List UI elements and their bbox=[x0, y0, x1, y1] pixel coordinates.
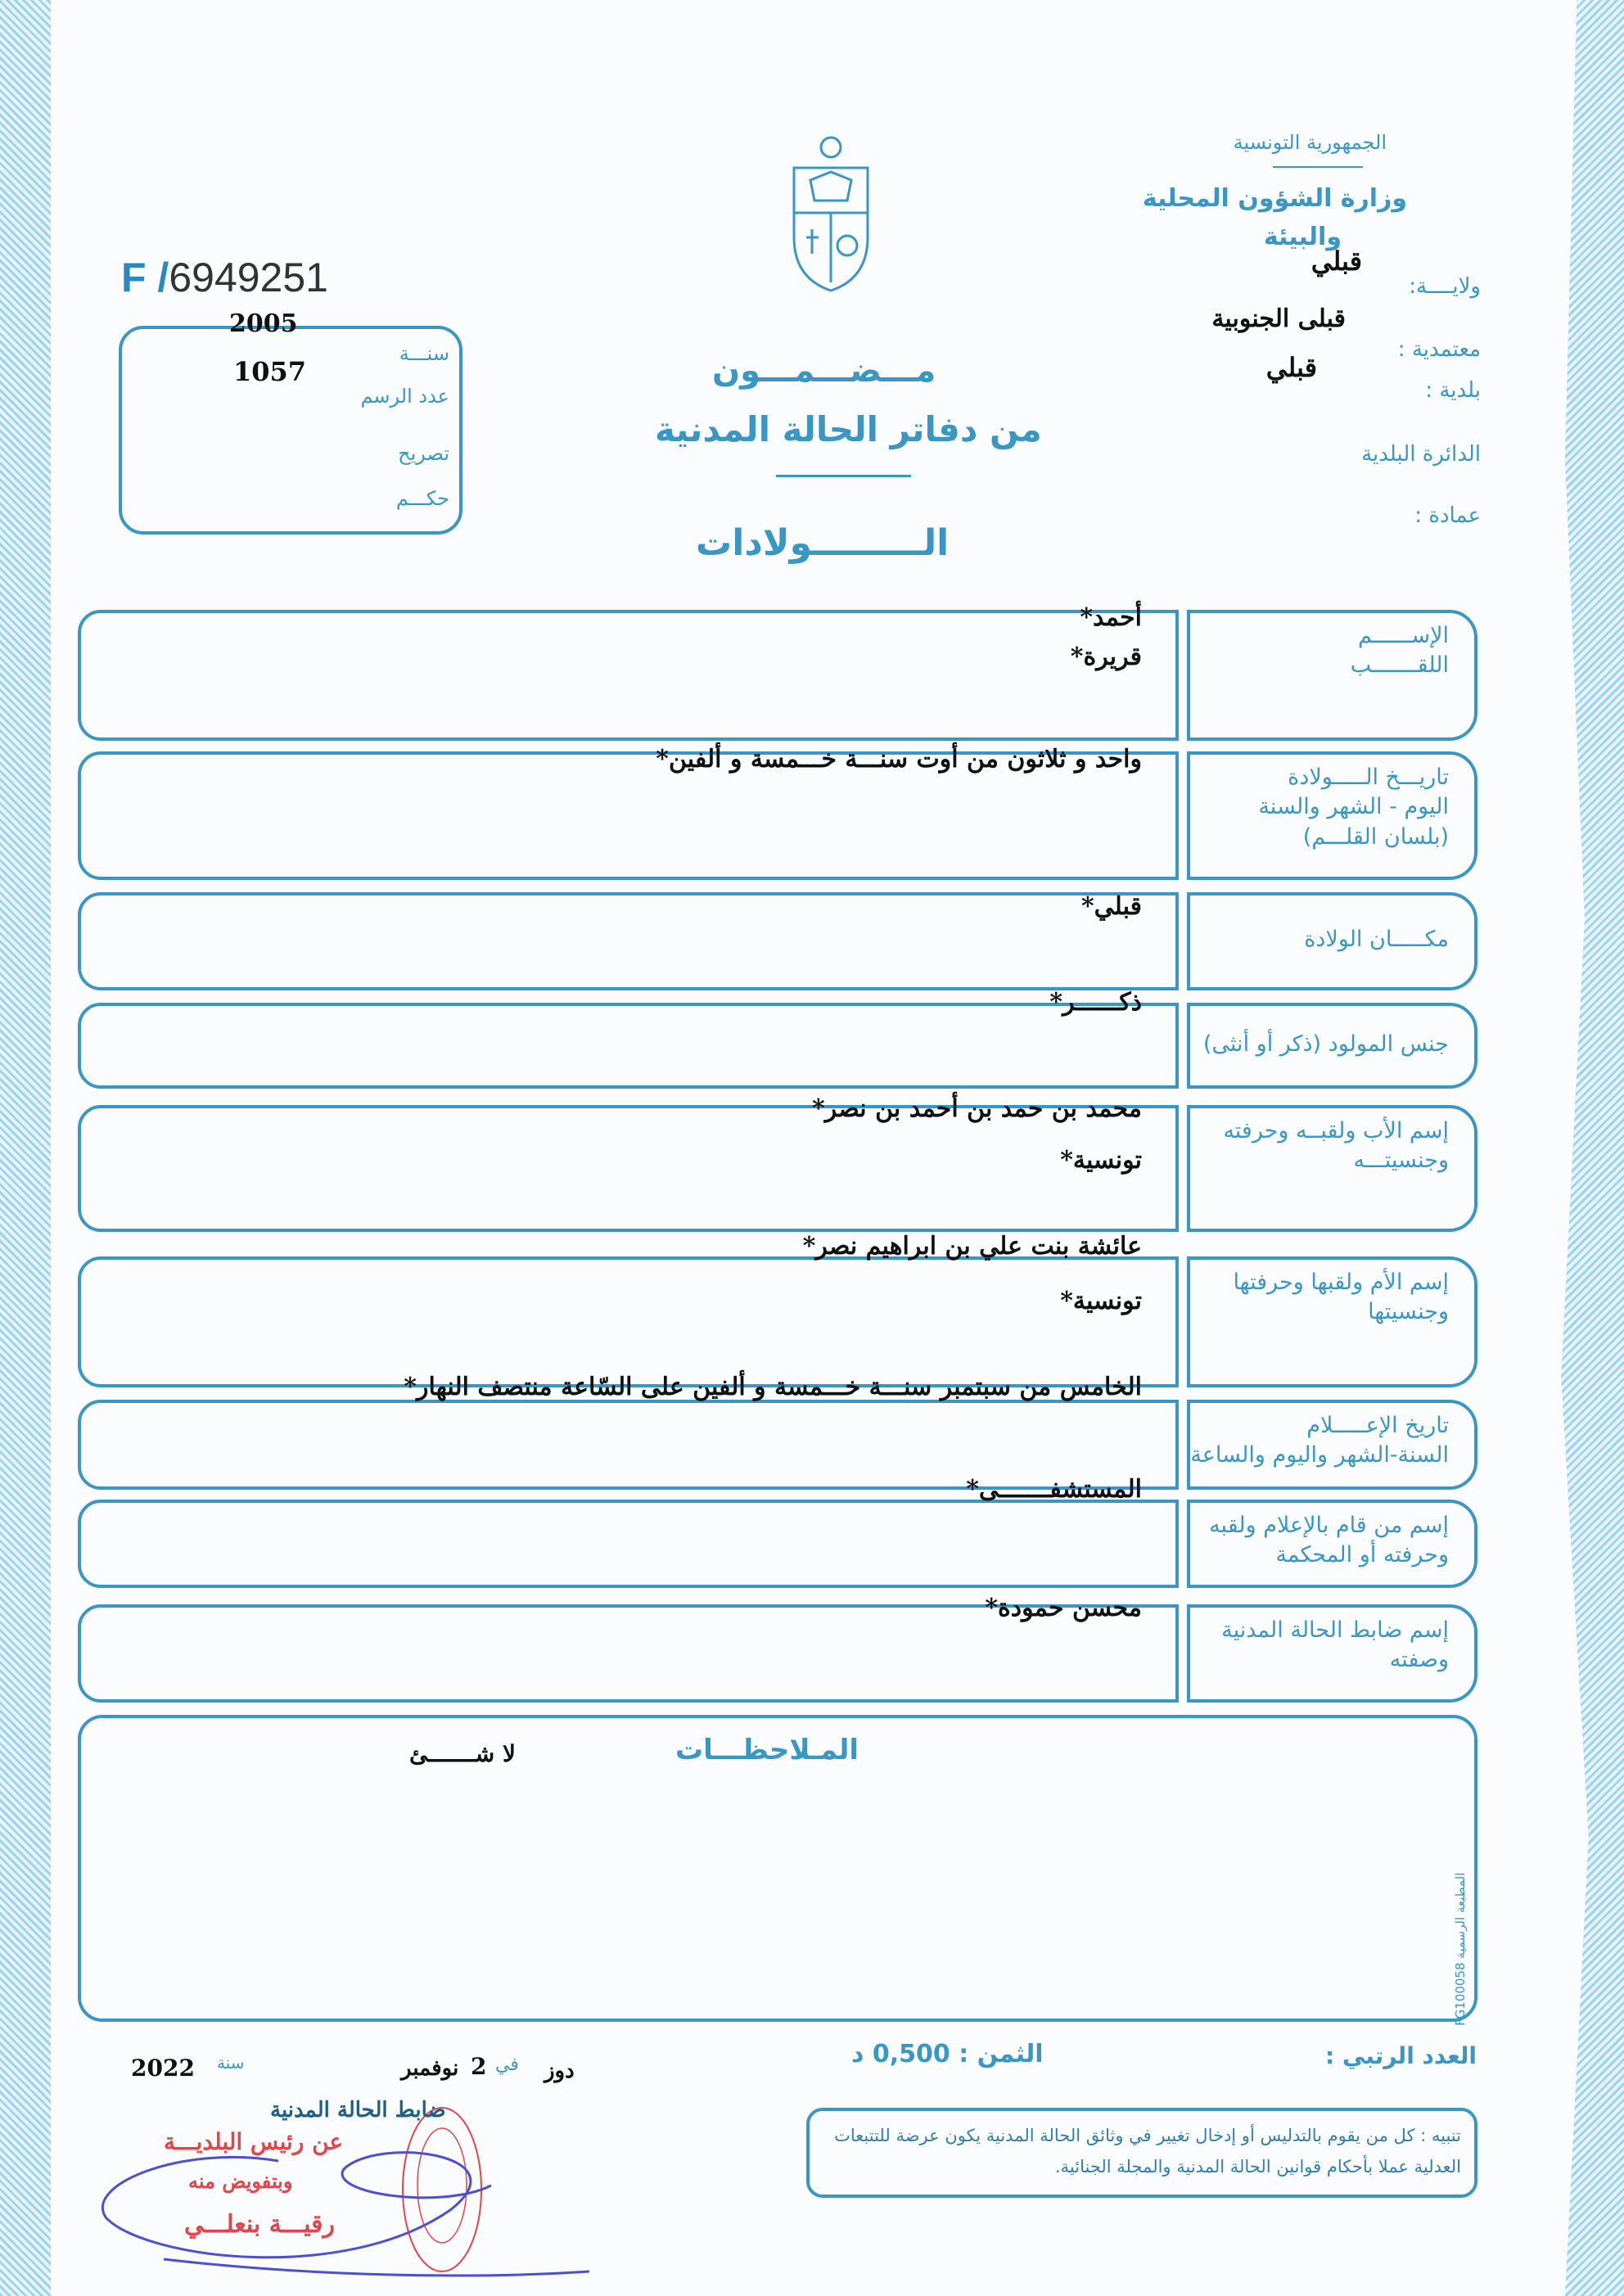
remarks-value: لا شـــــــئ bbox=[409, 1740, 516, 1767]
value-cell bbox=[78, 1256, 1179, 1387]
record-number-value: 1057 bbox=[233, 356, 307, 387]
field-value: محمد بن حمد بن أحمد بن نصر* bbox=[812, 1094, 1142, 1123]
field-label-line: وجنسيتها bbox=[1368, 1299, 1449, 1325]
municipality-value: قبلي bbox=[1265, 352, 1317, 383]
field-label-line: وجنسيتـــه bbox=[1353, 1148, 1449, 1174]
issue-month: نوفمبر bbox=[401, 2056, 459, 2081]
field-value: المستشفـــــــى* bbox=[966, 1475, 1142, 1504]
divider bbox=[1273, 166, 1363, 168]
republic-label: الجمهورية التونسية bbox=[1233, 131, 1387, 154]
field-label-line: اللقـــــــب bbox=[1350, 652, 1449, 679]
stamp-line-2: وبتفويض منه bbox=[188, 2169, 293, 2193]
guilloche-border-left bbox=[0, 0, 51, 2296]
field-label-line: السنة-الشهر واليوم والساعة bbox=[1190, 1442, 1449, 1468]
field-value: واحد و ثلاثون من أوت سنـــة خـــمسة و ألفين* bbox=[656, 745, 1142, 774]
field-value: قريرة* bbox=[1070, 643, 1142, 671]
notice-text: تنبيه : كل من يقوم بالتدليس أو إدخال تغيير في وثائق الحالة المدنية يكون عرضة للتتبعات العدلية عملا بأحكام قوانين الحالة المدنية والمجلة الجنائية. bbox=[834, 2126, 1461, 2176]
field-label-line: وصفته bbox=[1389, 1647, 1449, 1673]
field-label bbox=[1221, 1616, 1449, 1676]
governorate-label: ولايــــة: bbox=[1409, 274, 1481, 299]
field-label-line: تاريـــخ الـــــولادة bbox=[1288, 765, 1449, 790]
field-value: عائشة بنت علي بن ابراهيم نصر* bbox=[802, 1232, 1142, 1261]
district-label: الدائرة البلدية bbox=[1361, 442, 1481, 467]
field-label bbox=[1203, 1030, 1449, 1059]
field-label bbox=[1223, 1116, 1449, 1176]
delegation-label: معتمدية : bbox=[1397, 337, 1481, 362]
record-number-label: عدد الرسم bbox=[360, 385, 449, 408]
field-value: تونسية* bbox=[1060, 1146, 1142, 1175]
record-year-value: 2005 bbox=[229, 309, 298, 338]
title-line2: من دفاتر الحالة المدنية bbox=[655, 409, 1042, 449]
ministry-label-2: والبيئة bbox=[1263, 223, 1342, 251]
field-label-line: اليوم - الشهر والسنة bbox=[1258, 794, 1449, 820]
field-label-line: إسم الأب ولقبــه وحرفته bbox=[1223, 1118, 1449, 1143]
stamp-and-signature bbox=[98, 2095, 606, 2284]
record-year-label: سنـــة bbox=[399, 342, 449, 365]
municipality-label: بلدية : bbox=[1425, 378, 1481, 403]
sector-label: عمادة : bbox=[1414, 503, 1481, 528]
price-label: الثمن : bbox=[959, 2040, 1044, 2068]
field-value: تونسية* bbox=[1060, 1287, 1142, 1315]
price-value: 0,500 د bbox=[851, 2040, 950, 2068]
field-label-line: إسم الأم ولقبها وحرفتها bbox=[1233, 1270, 1449, 1295]
value-cell bbox=[78, 1003, 1179, 1089]
title-line3: الـــــــــولادات bbox=[696, 522, 950, 564]
value-cell bbox=[78, 892, 1179, 990]
ministry-label: وزارة الشؤون المحلية bbox=[1142, 184, 1407, 213]
title-underline bbox=[776, 475, 911, 477]
field-label-line: الإســــــم bbox=[1358, 623, 1449, 648]
field-label-line: جنس المولود (ذكر أو أنثى) bbox=[1202, 1031, 1449, 1057]
serial-value: 6949251 bbox=[169, 255, 328, 300]
issue-on: في bbox=[495, 2055, 519, 2075]
field-label bbox=[1209, 1511, 1449, 1571]
field-value: أحمد* bbox=[1080, 603, 1142, 632]
value-cell bbox=[78, 1500, 1179, 1588]
serial-prefix: F / bbox=[121, 255, 169, 300]
field-label bbox=[1190, 1411, 1449, 1471]
field-value: ذكــــــر* bbox=[1049, 988, 1142, 1017]
value-cell bbox=[78, 610, 1179, 741]
coat-of-arms-icon bbox=[786, 131, 876, 295]
serial-label: العدد الرتبي : bbox=[1325, 2042, 1477, 2069]
guilloche-border-right bbox=[1545, 0, 1624, 2296]
field-value: الخامس من سبتمبر سنـــة خـــمسة و ألفين على السّاعة منتصف النهار* bbox=[404, 1373, 1142, 1401]
signature-icon bbox=[102, 2153, 491, 2258]
serial-number bbox=[121, 254, 328, 301]
field-label bbox=[1304, 925, 1449, 954]
stamp-line-1: عن رئيس البلديـــة bbox=[164, 2128, 344, 2155]
issue-day: 2 bbox=[471, 2053, 487, 2080]
field-label bbox=[1258, 763, 1449, 852]
value-cell bbox=[78, 1105, 1179, 1232]
field-label bbox=[1351, 621, 1449, 681]
field-label-line: وحرفته أو المحكمة bbox=[1275, 1542, 1449, 1568]
field-label-line: إسم من قام بالإعلام ولقبه bbox=[1209, 1513, 1449, 1538]
governorate-value: قبلي bbox=[1310, 246, 1362, 277]
issue-year-label: سنة bbox=[217, 2053, 245, 2073]
field-label-line: إسم ضابط الحالة المدنية bbox=[1221, 1617, 1449, 1643]
field-value: محسن حمودة* bbox=[985, 1594, 1142, 1622]
field-label bbox=[1233, 1268, 1449, 1328]
field-label-line: تاريخ الإعـــــلام bbox=[1306, 1413, 1449, 1438]
officer-label: ضابط الحالة المدنية bbox=[270, 2098, 446, 2122]
issue-year: 2022 bbox=[131, 2055, 195, 2082]
price bbox=[851, 2040, 1044, 2068]
delegation-value: قبلى الجنوبية bbox=[1211, 304, 1346, 333]
stamp-line-3: رقيـــة بنعلـــي bbox=[184, 2210, 335, 2239]
field-value: قبلي* bbox=[1080, 892, 1142, 921]
title-line1: مـــضـــمـــون bbox=[712, 352, 936, 390]
issue-place: دوز bbox=[544, 2059, 575, 2083]
printer-mark: المطبعة الرسمية FG100058 bbox=[1453, 1872, 1468, 2026]
declaration-label: تصريح bbox=[398, 442, 449, 465]
field-label-line: مكـــــان الولادة bbox=[1304, 927, 1449, 952]
remarks-label: المـلاحظـــات bbox=[675, 1734, 859, 1766]
judgment-label: حكـــم bbox=[395, 487, 449, 510]
field-label-line: (بلسان القلـــم) bbox=[1302, 823, 1449, 850]
